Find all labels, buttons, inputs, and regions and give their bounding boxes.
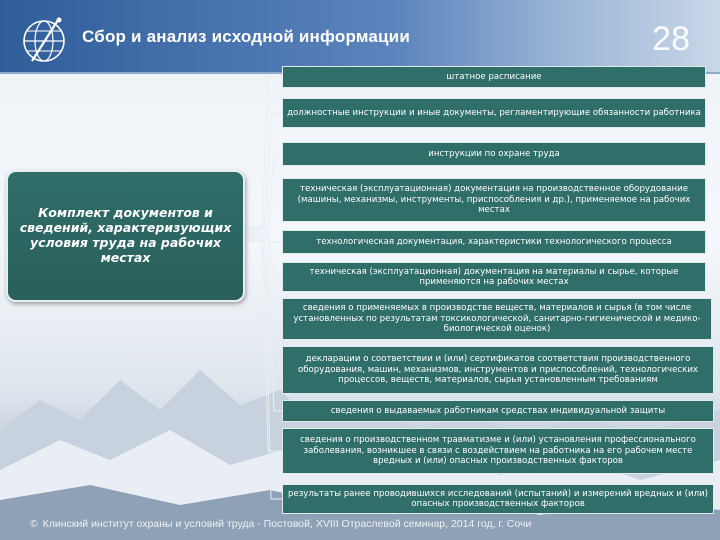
header-bar [0,0,720,72]
doc-item-safety-instructions: инструкции по охране труда [282,142,706,166]
connector-line [241,234,282,277]
connector-line [241,154,282,230]
connector-line [241,113,282,228]
doc-item-job-instructions: должностные инструкции и иные документы, регламентирующие обязанности работника [282,98,706,128]
footer-text [30,518,690,534]
copyright-symbol: © [30,518,38,530]
connector-line [241,236,282,320]
doc-item-materials-docs: техническая (эксплуатационная) документация на материалы и сырье, которые применяются на рабочих местах [282,262,706,292]
slide-number: 28 [652,20,690,58]
doc-item-equipment-docs: техническая (эксплуатационная) документация на производственное оборудование (машины, механизмы, инструменты, приспособления и др.), применяемое на рабочих местах [282,178,706,222]
connector-line [241,77,282,227]
doc-item-injury-info: сведения о производственном травматизме и (или) установления профессионального заболевания, возникшее в связи с воздействием на работника на его рабочем месте вредных и (или) опасных производственных факторов [282,428,714,474]
doc-item-staff-schedule: штатное расписание [282,66,706,88]
doc-item-technological-docs: технологическая документация, характеристики технологического процесса [282,230,706,254]
doc-item-ppe-info: сведения о выдаваемых работникам средствах индивидуальной защиты [282,400,714,422]
main-topic-label: Комплект документов и сведений, характеризующих условия труда на рабочих местах [19,205,232,265]
globe-logo-icon [18,14,70,66]
doc-item-conformity-declarations: декларации о соответствии и (или) сертификатов соответствия производственного оборудования, машин, механизмов, инструментов и приспособлений, технологических процессов, веществ, материалов, сырья установленным требованиям [282,346,714,394]
connector-line [241,233,282,243]
doc-item-previous-measurements: результаты ранее проводившихся исследований (испытаний) и измерений вредных и (или) опасных производственных факторов [282,484,714,514]
doc-item-substances-info: сведения о применяемых в производстве веществ, материалов и сырья (в том числе установленных по результатам токсикологической, санитарно-гигиенической и медико-биологической оценок) [282,298,712,340]
main-topic-box [6,170,245,302]
footer-caption: Клинский институт охраны и условий труда - Постовой, XVIII Отраслевой семинар, 2014 год, г. Сочи [42,518,532,530]
connector-line [241,200,282,231]
page-title: Сбор и анализ исходной информации [82,27,410,46]
